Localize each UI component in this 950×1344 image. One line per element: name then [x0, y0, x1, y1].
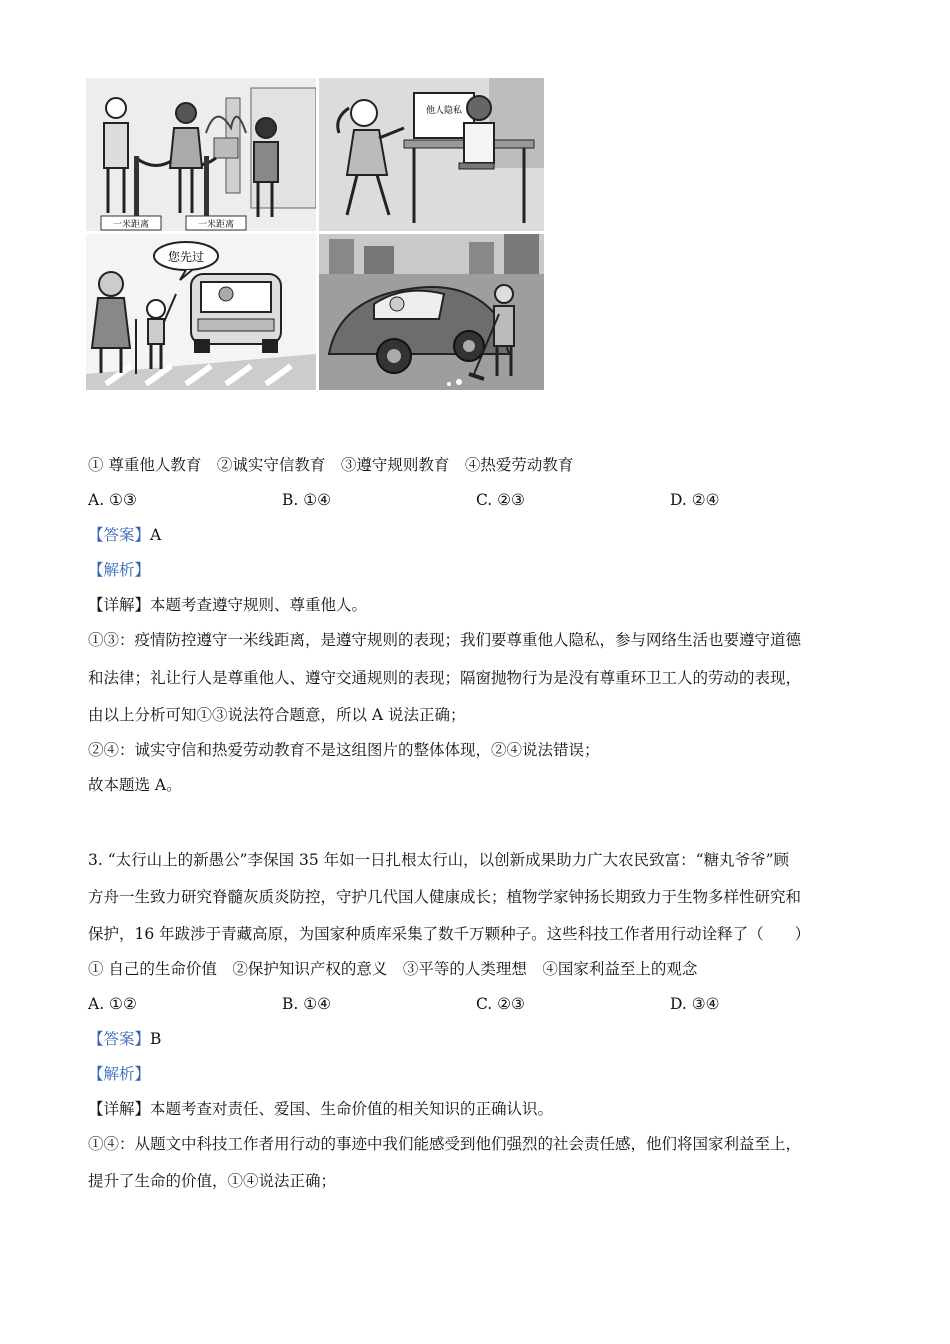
q3-option-a: A. ①② — [88, 995, 137, 1013]
q2-detail-tag: 【详解】 — [88, 596, 151, 614]
q2-option-c: C. ②③ — [476, 491, 525, 509]
q2-conclusion: 故本题选 A。 — [88, 776, 182, 794]
q2-option-b: B. ①④ — [282, 491, 332, 509]
q2-detail-text-1: ①③：疫情防控遵守一米线距离，是遵守规则的表现；我们要尊重他人隐私，参与网络生活也要遵守道德 — [88, 631, 802, 649]
q3-answer: B — [150, 1030, 162, 1048]
q3-detail-text-1: ①④：从题文中科技工作者用行动的事迹中我们能感受到他们强烈的社会责任感，他们将国家利益至上， — [88, 1135, 802, 1153]
speech-bubble-text: 您先过 — [167, 250, 205, 264]
panel-privacy-computer — [319, 78, 544, 231]
q2-items: ① 尊重他人教育 ②诚实守信教育 ③遵守规则教育 ④热爱劳动教育 — [88, 456, 574, 474]
q2-detail-text-3: 由以上分析可知①③说法符合题意，所以 A 说法正确； — [88, 706, 466, 724]
q3-analysis-line — [88, 1064, 150, 1084]
q3-analysis-tag: 【解析】 — [88, 1065, 151, 1083]
q3-answer-tag: 【答案】 — [88, 1030, 151, 1048]
q3-detail-intro: 本题考查对责任、爱国、生命价值的相关知识的正确认识。 — [150, 1100, 554, 1118]
q3-stem-3: 保护，16 年跋涉于青藏高原，为国家种质库采集了数千万颗种子。这些科技工作者用行动诠释了（ ） — [88, 925, 811, 943]
q2-answer-line — [88, 525, 161, 545]
q3-detail-tag: 【详解】 — [88, 1100, 151, 1118]
illustration-figure — [86, 78, 544, 390]
q2-answer: A — [150, 526, 162, 544]
q2-answer-tag: 【答案】 — [88, 526, 151, 544]
q2-option-d: D. ②④ — [670, 491, 720, 509]
q3-stem-1: 3. “太行山上的新愚公”李保国 35 年如一日扎根太行山，以创新成果助力广大农民致富：“糖丸爷爷”顾 — [88, 851, 789, 869]
car-cleaner-drawing — [319, 234, 544, 390]
q2-detail-text-2: 和法律；礼让行人是尊重他人、遵守交通规则的表现；隔窗抛物行为是没有尊重环卫工人的劳动的表现， — [88, 669, 802, 687]
q3-detail-text-2: 提升了生命的价值，①④说法正确； — [88, 1172, 337, 1190]
privacy-screen-label: 他人隐私 — [425, 106, 463, 116]
privacy-computer-drawing — [319, 78, 544, 231]
panel-queue-distance — [86, 78, 316, 231]
q3-option-d: D. ③④ — [670, 995, 720, 1013]
q3-stem-2: 方舟一生致力研究脊髓灰质炎防控，守护几代国人健康成长；植物学家钟扬长期致力于生物多样性研究和 — [88, 888, 802, 906]
distance-label-2: 一米距离 — [197, 220, 235, 230]
panel-crosswalk-yield — [86, 234, 316, 390]
q2-option-a: A. ①③ — [88, 491, 137, 509]
distance-label-1: 一米距离 — [112, 220, 150, 230]
q2-detail-intro: 本题考查遵守规则、尊重他人。 — [150, 596, 368, 614]
q3-items: ① 自己的生命价值 ②保护知识产权的意义 ③平等的人类理想 ④国家利益至上的观念 — [88, 960, 698, 978]
queue-distance-drawing — [86, 78, 316, 231]
q3-detail-line — [88, 1099, 553, 1119]
crosswalk-yield-drawing — [86, 234, 316, 390]
q2-analysis-tag: 【解析】 — [88, 561, 151, 579]
q2-analysis-line — [88, 560, 150, 580]
q3-answer-line — [88, 1029, 161, 1049]
q2-detail-text-4: ②④：诚实守信和热爱劳动教育不是这组图片的整体体现，②④说法错误； — [88, 741, 600, 759]
q3-option-c: C. ②③ — [476, 995, 525, 1013]
panel-car-cleaner — [319, 234, 544, 390]
q3-option-b: B. ①④ — [282, 995, 332, 1013]
q2-detail-line — [88, 595, 367, 615]
